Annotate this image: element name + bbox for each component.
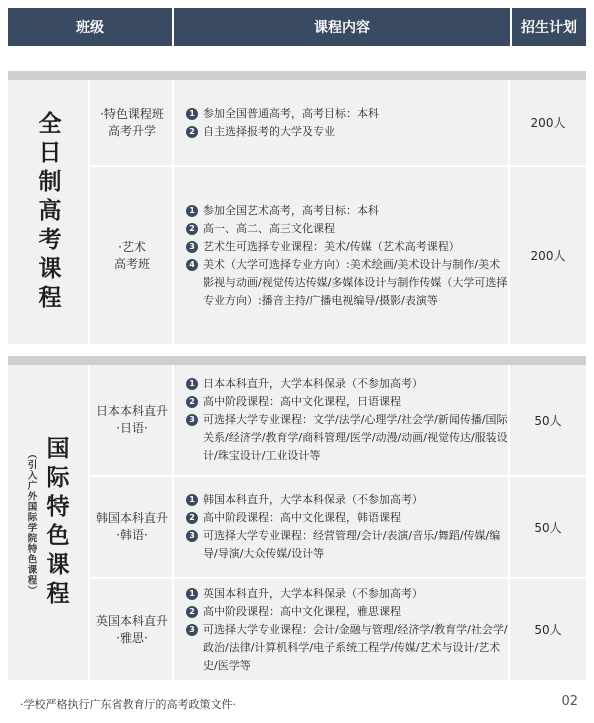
item-text: 高中阶段课程：高中文化课程，日语课程 (203, 395, 401, 408)
class-name (90, 167, 174, 344)
number-badge-icon: 2 (186, 512, 198, 524)
course-content (174, 579, 510, 680)
number-badge-icon: 1 (186, 205, 198, 217)
section-subtitle: （引入广外国际学院特色课程） (25, 449, 37, 596)
enrollment-plan: 50人 (534, 520, 562, 535)
item-text: 美术（大学可选择专业方向）:美术绘画/美术设计与制作/美术影视与动画/视觉传达传媒/多媒体设计与制作传媒（大学可选择专业方向）:播音主持/广播电视编导/摄影/表演等 (203, 257, 508, 307)
number-badge-icon: 2 (186, 223, 198, 235)
number-badge-icon: 3 (186, 530, 198, 542)
class-line: 高考升学 (107, 123, 156, 138)
list-item (186, 509, 510, 527)
enrollment-plan: 50人 (534, 623, 562, 637)
table-row (90, 477, 586, 577)
item-text: 英国本科直升，大学本科保录（不参加高考） (203, 586, 423, 600)
class-line: 英国本科直升 (95, 613, 168, 628)
item-text: 可选择大学专业课程：会计/金融与管理/经济学/教育学/社会学/政治/法律/计算机科学/电子系统工程学/传媒/艺术与设计/艺术史/医学等 (203, 622, 508, 672)
list-item (186, 220, 510, 238)
item-text: 艺术生可选择专业课程：美术/传媒（艺术高考课程） (203, 239, 460, 253)
number-badge-icon: 2 (186, 606, 198, 618)
section-title: 全日制高考课程 (34, 110, 61, 314)
class-name (90, 477, 174, 577)
number-badge-icon: 1 (186, 378, 198, 390)
footer-note: ·学校严格执行广东省教育厅的高考政策文件· (20, 698, 236, 711)
list-item (186, 603, 510, 621)
list-item (186, 256, 510, 310)
table-row (90, 365, 586, 475)
item-text: 可选择大学专业课程：文学/法学/心理学/社会学/新闻传播/国际关系/经济学/教育学/商科管理/医学/动漫/动画/视觉传达/服装设计/珠宝设计/工业设计等 (203, 413, 508, 462)
list-item (186, 123, 510, 141)
list-item (186, 202, 510, 220)
list-item (186, 491, 510, 509)
course-content (174, 80, 510, 165)
number-badge-icon: 2 (186, 396, 198, 408)
table-header (8, 8, 586, 46)
class-line: ·艺术 (118, 239, 146, 254)
list-item (186, 238, 510, 256)
class-line: ·韩语· (116, 528, 148, 542)
table-row (90, 80, 586, 165)
section-title: 国际特色课程 (42, 435, 69, 610)
section-title-col (8, 365, 88, 680)
item-text: 高中阶段课程：高中文化课程，雅思课程 (203, 604, 401, 618)
number-badge-icon: 3 (186, 241, 198, 253)
list-item (186, 105, 510, 123)
section-title-col (8, 80, 88, 344)
list-item (186, 585, 510, 603)
list-item (186, 411, 510, 465)
number-badge-icon: 3 (186, 414, 198, 426)
class-name (90, 80, 174, 165)
list-item (186, 375, 510, 393)
class-line: 韩国本科直升 (95, 511, 168, 525)
item-text: 韩国本科直升，大学本科保录（不参加高考） (203, 493, 423, 506)
item-text: 高一、高二、高三文化课程 (203, 221, 335, 235)
course-content (174, 365, 510, 475)
number-badge-icon: 1 (186, 588, 198, 600)
table-row (90, 167, 586, 344)
table-row (90, 579, 586, 680)
section-divider (8, 356, 586, 365)
number-badge-icon: 1 (186, 108, 198, 120)
number-badge-icon: 4 (186, 259, 198, 271)
item-text: 参加全国普通高考，高考目标：本科 (203, 106, 379, 120)
class-name (90, 579, 174, 680)
class-line: 日本本科直升 (95, 404, 168, 418)
item-text: 日本本科直升，大学本科保录（不参加高考） (203, 377, 423, 390)
item-text: 参加全国艺术高考，高考目标：本科 (203, 203, 379, 217)
course-content (174, 167, 510, 344)
header-plan: 招生计划 (512, 8, 586, 46)
course-content (174, 477, 510, 577)
list-item (186, 527, 510, 563)
number-badge-icon: 1 (186, 494, 198, 506)
number-badge-icon: 3 (186, 624, 198, 636)
page-number: 02 (561, 694, 578, 709)
list-item (186, 621, 510, 675)
enrollment-plan: 200人 (530, 116, 566, 130)
list-item (186, 393, 510, 411)
enrollment-plan: 50人 (534, 413, 562, 428)
enrollment-plan: 200人 (530, 249, 566, 263)
class-line: 高考班 (113, 256, 150, 271)
item-text: 可选择大学专业课程：经营管理/会计/表演/音乐/舞蹈/传媒/编导/导演/大众传媒/设计等 (203, 529, 501, 560)
number-badge-icon: 2 (186, 126, 198, 138)
class-line: ·日语· (116, 421, 148, 435)
item-text: 高中阶段课程：高中文化课程，韩语课程 (203, 511, 401, 524)
header-class: 班级 (8, 8, 172, 46)
class-line: ·特色课程班 (100, 106, 164, 121)
class-line: ·雅思· (116, 630, 148, 645)
section-divider (8, 71, 586, 80)
item-text: 自主选择报考的大学及专业 (203, 124, 335, 138)
class-name (90, 365, 174, 475)
header-content: 课程内容 (174, 8, 510, 46)
